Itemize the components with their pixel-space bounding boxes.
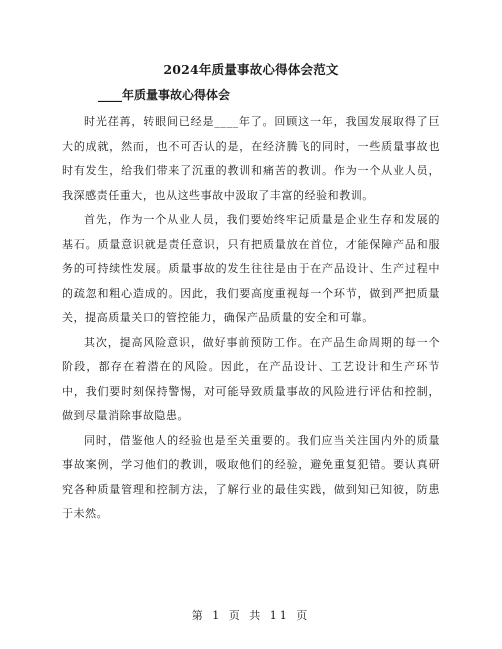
paragraph-3: 其次，提高风险意识，做好事前预防工作。在产品生命周期的每一个阶段，都存在着潜在的风险。因此，在产品设计、工艺设计和生产环节中，我们要时刻保持警惕，对可能导致质量事故的风险进行评估和控制，做到尽量消除事故隐患。	[62, 335, 440, 422]
document-title: 2024年质量事故心得体会范文	[163, 62, 339, 77]
paragraph-2: 首先，作为一个从业人员，我们要始终牢记质量是企业生存和发展的基石。质量意识就是责任意识，只有把质量放在首位，才能保障产品和服务的可持续性发展。质量事故的发生往往是由于在产品设计、生产过程中的疏忽和粗心造成的。因此，我们要高度重视每一个环节，做到严把质量关，提高质量关口的管控能力，确保产品质量的安全和可靠。	[62, 213, 440, 324]
paragraph-1: 时光荏苒，转眼间已经是____年了。回顾这一年，我国发展取得了巨大的成就，然而，也不可否认的是，在经济腾飞的同时，一些质量事故也时有发生，给我们带来了沉重的教训和痛苦的教训。作为一个从业人员，我深感责任重大，也从这些事故中汲取了丰富的经验和教训。	[62, 115, 440, 202]
page-number-footer: 第 1 页 共 11 页	[191, 609, 311, 622]
document-subtitle: ____年质量事故心得体会	[98, 88, 231, 102]
document-body	[62, 110, 440, 527]
paragraph-4: 同时，借鉴他人的经验也是至关重要的。我们应当关注国内外的质量事故案例，学习他们的教训，吸取他们的经验，避免重复犯错。要认真研究各种质量管理和控制方法，了解行业的最佳实践，做到知已知彼，防患于未然。	[62, 433, 440, 520]
